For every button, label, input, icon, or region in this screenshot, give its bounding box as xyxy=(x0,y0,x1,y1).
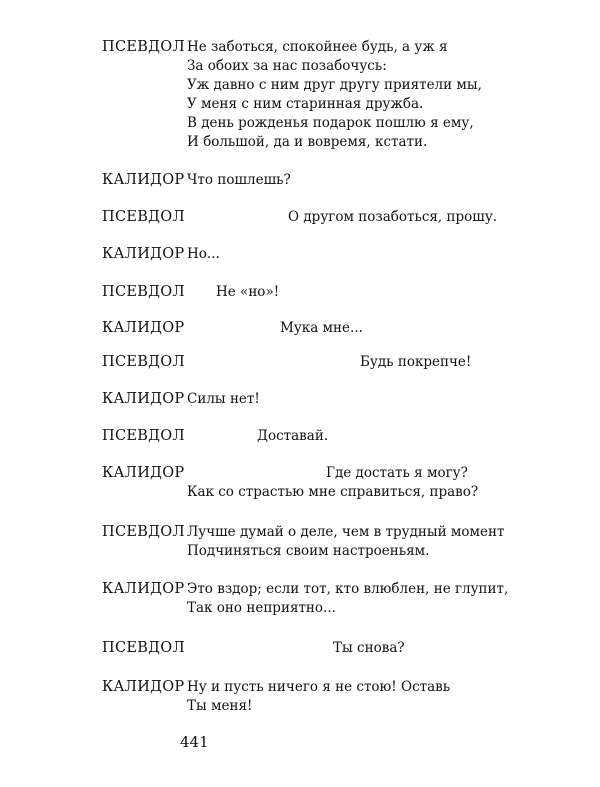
verse-line: Не заботься, спокойнее будь, а уж я xyxy=(187,39,448,55)
speaker-name: ПСЕВДОЛ xyxy=(102,39,185,55)
verse-line: Силы нет! xyxy=(187,391,260,407)
speaker-name: КАЛИДОР xyxy=(102,246,185,262)
speaker-name: КАЛИДОР xyxy=(102,172,185,188)
speaker-name: ПСЕВДОЛ xyxy=(102,354,185,370)
verse-line: Доставай. xyxy=(257,428,329,444)
verse-line: За обоих за нас позабочусь: xyxy=(187,58,387,74)
verse-line: Мука мне... xyxy=(280,320,363,336)
verse-line: Так оно неприятно... xyxy=(187,600,336,616)
speaker-name: ПСЕВДОЛ xyxy=(102,524,185,540)
speaker-name: КАЛИДОР xyxy=(102,465,185,481)
verse-line: Это вздор; если тот, кто влюблен, не глупит, xyxy=(187,581,509,597)
verse-line: Уж давно с ним друг другу приятели мы, xyxy=(187,77,482,93)
verse-line: Подчиняться своим настроеньям. xyxy=(187,543,430,559)
verse-line: Что пошлешь? xyxy=(187,172,291,188)
verse-line: Но... xyxy=(187,246,220,262)
speaker-name: ПСЕВДОЛ xyxy=(102,209,185,225)
speaker-name: ПСЕВДОЛ xyxy=(102,640,185,656)
speaker-name: ПСЕВДОЛ xyxy=(102,284,185,300)
verse-line: Где достать я могу? xyxy=(326,465,468,481)
verse-line: О другом позаботься, прошу. xyxy=(288,209,498,225)
verse-line: Как со страстью мне справиться, право? xyxy=(187,484,479,500)
verse-line: Ну и пусть ничего я не стою! Оставь xyxy=(187,679,451,695)
speaker-name: КАЛИДОР xyxy=(102,679,185,695)
speaker-name: КАЛИДОР xyxy=(102,581,185,597)
verse-line: И большой, да и вовремя, кстати. xyxy=(187,134,428,150)
verse-line: В день рожденья подарок пошлю я ему, xyxy=(187,115,474,131)
verse-line: Ты снова? xyxy=(333,640,405,656)
verse-line: Будь покрепче! xyxy=(360,354,472,370)
verse-line: Не «но»! xyxy=(216,284,280,300)
verse-line: Лучше думай о деле, чем в трудный момент xyxy=(187,524,505,540)
verse-line: У меня с ним старинная дружба. xyxy=(187,96,424,112)
verse-line: Ты меня! xyxy=(187,698,253,714)
speaker-name: КАЛИДОР xyxy=(102,320,185,336)
speaker-name: ПСЕВДОЛ xyxy=(102,428,185,444)
page-number: 441 xyxy=(180,733,209,751)
speaker-name: КАЛИДОР xyxy=(102,391,185,407)
